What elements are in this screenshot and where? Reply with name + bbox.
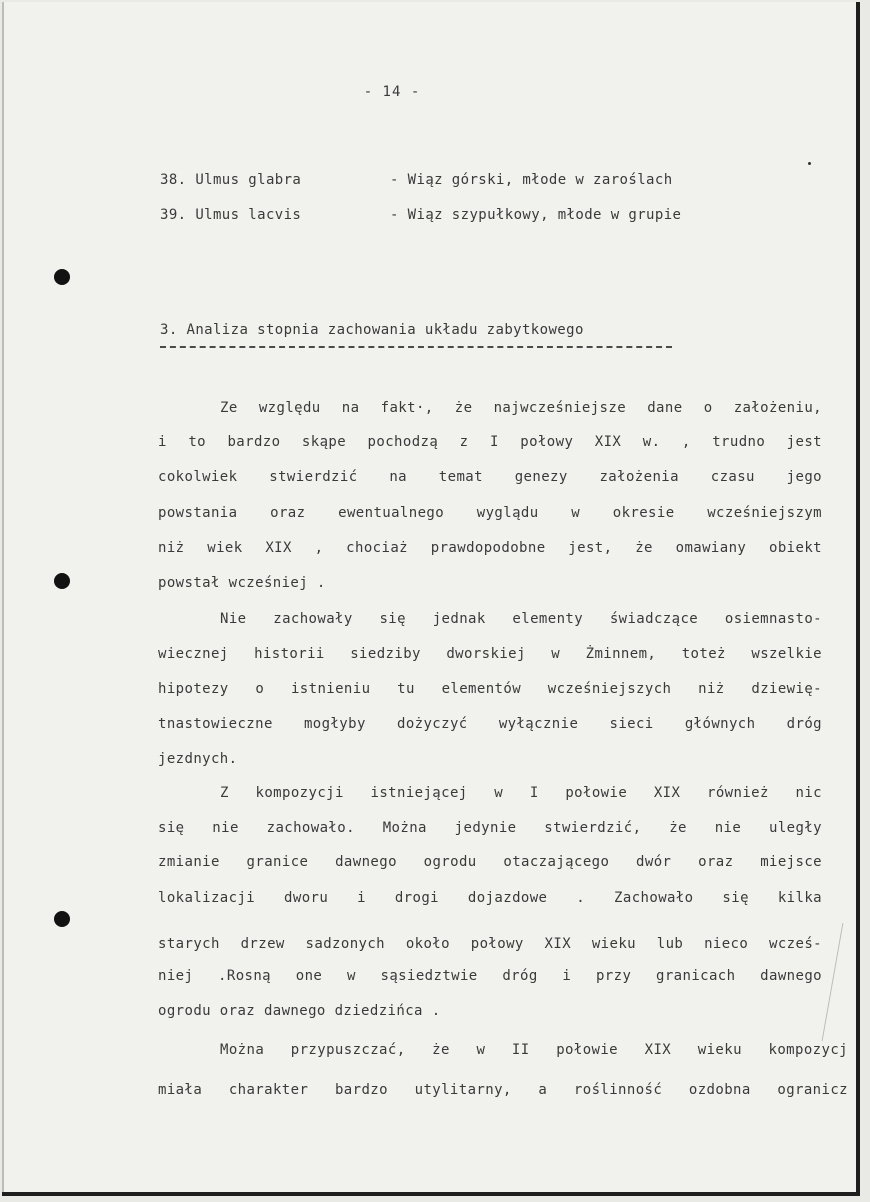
- body-line: i to bardzo skąpe pochodzą z I połowy XIX w. , trudno jest: [158, 434, 822, 450]
- body-line: Z kompozycji istniejącej w I połowie XIX również nic: [220, 785, 822, 801]
- species-polish-name: - Wiąz szypułkowy, młode w grupie: [390, 207, 682, 223]
- section-heading: 3. Analiza stopnia zachowania układu zabytkowego: [160, 322, 584, 338]
- body-line: starych drzew sadzonych około połowy XIX wieku lub nieco wcześ-: [158, 936, 822, 952]
- body-line: hipotezy o istnieniu tu elementów wcześniejszych niż dziewię-: [158, 681, 822, 697]
- body-line: wiecznej historii siedziby dworskiej w Żminnem, toteż wszelkie: [158, 646, 822, 662]
- body-line: tnastowieczne mogłyby dożyczyć wyłącznie sieci głównych dróg: [158, 716, 822, 732]
- paper-crease: [822, 923, 844, 1041]
- body-line: niej .Rosną one w sąsiedztwie dróg i przy granicach dawnego: [158, 968, 822, 984]
- body-line: się nie zachowało. Można jedynie stwierdzić, że nie uległy: [158, 820, 822, 836]
- paper-fold: [2, 2, 4, 1196]
- species-entry: [160, 207, 681, 223]
- species-polish-name: - Wiąz górski, młode w zaroślach: [390, 172, 673, 188]
- body-line: niż wiek XIX , chociaż prawdopodobne jest, że omawiany obiekt: [158, 540, 822, 556]
- document-page: [2, 2, 860, 1196]
- body-line: Można przypuszczać, że w II połowie XIX wieku kompozycj: [220, 1042, 848, 1058]
- species-latin-name: 38. Ulmus glabra: [160, 172, 302, 188]
- page-number: - 14 -: [363, 84, 421, 100]
- body-line: jezdnych.: [158, 751, 238, 767]
- body-line: miała charakter bardzo utylitarny, a roślinność ozdobna ogranicz: [158, 1082, 848, 1098]
- heading-underline: [160, 346, 672, 348]
- species-latin-name: 39. Ulmus lacvis: [160, 207, 302, 223]
- body-line: lokalizacji dworu i drogi dojazdowe . Zachowało się kilka: [158, 890, 822, 906]
- punch-hole: [54, 911, 70, 927]
- body-line: Ze względu na fakt·, że najwcześniejsze dane o założeniu,: [220, 400, 822, 416]
- body-line: powstania oraz ewentualnego wyglądu w okresie wcześniejszym: [158, 505, 822, 521]
- body-line: powstał wcześniej .: [158, 575, 326, 591]
- punch-hole: [54, 573, 70, 589]
- ink-speck: [808, 162, 811, 165]
- species-entry: [160, 172, 673, 188]
- body-line: Nie zachowały się jednak elementy świadczące osiemnasto-: [220, 611, 822, 627]
- body-line: cokolwiek stwierdzić na temat genezy założenia czasu jego: [158, 469, 822, 485]
- body-line: ogrodu oraz dawnego dziedzińca .: [158, 1003, 441, 1019]
- body-line: zmianie granice dawnego ogrodu otaczającego dwór oraz miejsce: [158, 854, 822, 870]
- punch-hole: [54, 269, 70, 285]
